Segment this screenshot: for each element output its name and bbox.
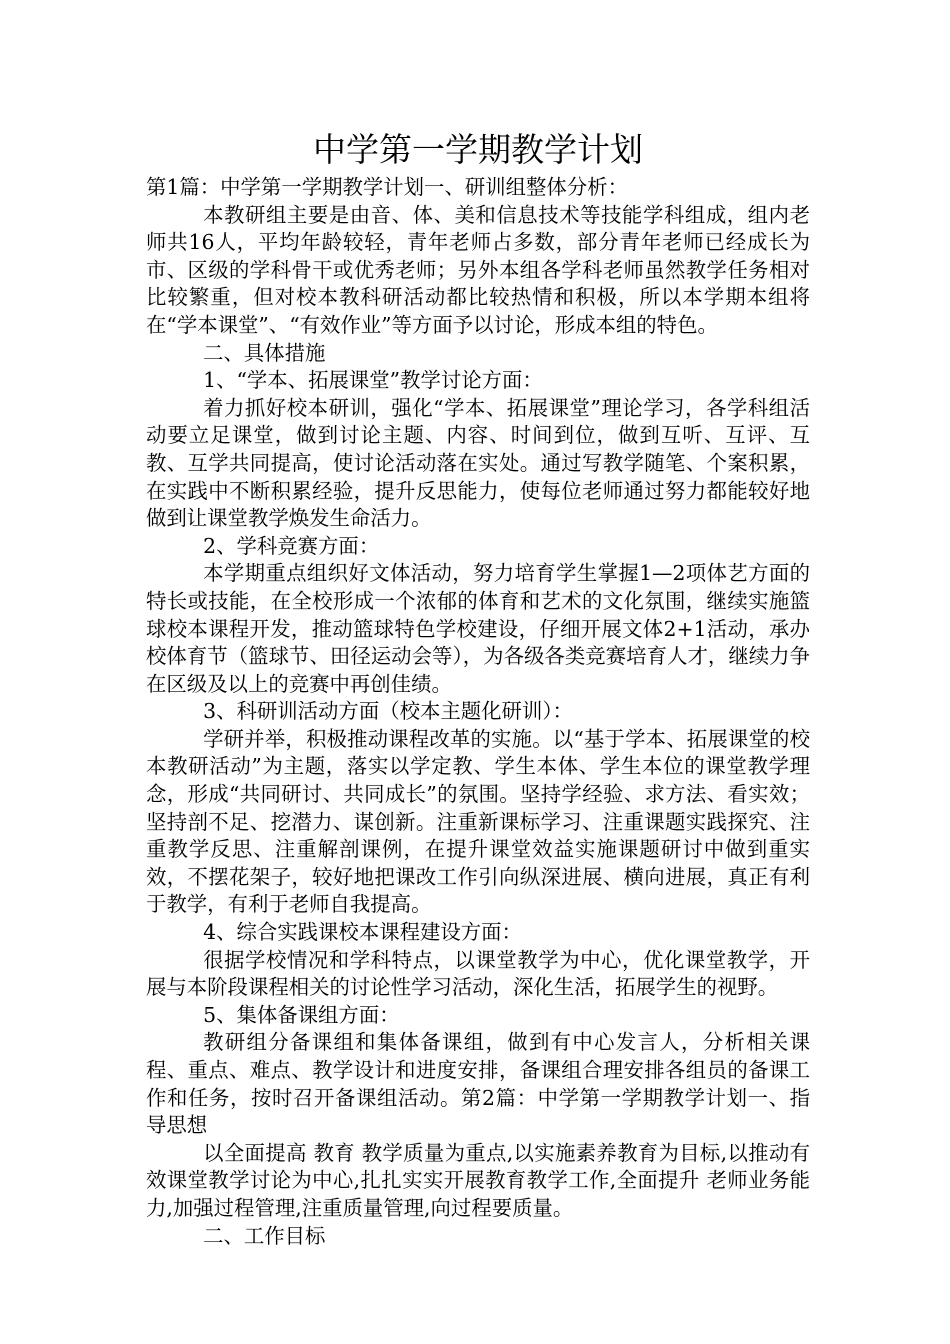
subheading-classroom-research: 1、“学本、拓展课堂”教学讨论方面： — [203, 368, 543, 393]
paragraph-practice-courses: 很据学校情况和学科特点，以课堂教学为中心，优化课堂教学，开展与本阶段课程相关的讨论性学习活动，深化生活，拓展学生的视野。 — [146, 947, 810, 1000]
paragraph-group-analysis: 本教研组主要是由音、体、美和信息技术等技能学科组成，组内老师共16人，平均年龄较轻，青年老师占多数，部分青年老师已经成长为市、区级的学科骨干或优秀老师；另外本组各学科老师虽然教学任务相对比较繁重，但对校本教科研活动都比较热情和积极，所以本学期本组将在“学本课堂”、“有效作业”等方面予以讨论，形成本组的特色。 — [146, 202, 810, 337]
paragraph-container — [146, 174, 810, 1250]
section-heading-goals: 二、工作目标 — [203, 1223, 326, 1248]
document-body — [146, 128, 810, 1250]
section-heading-measures: 二、具体措施 — [203, 340, 326, 365]
document-title: 中学第一学期教学计划 — [313, 130, 643, 169]
paragraph-research-training: 学研并举，积极推动课程改革的实施。以“基于学本、拓展课堂的校本教研活动”为主题，落实以学定教、学生本体、学生本位的课堂教学理念，形成“共同研讨、共同成长”的氛围。坚持学经验、求方法、看实效；坚持剖不足、挖潜力、谋创新。注重新课标学习、注重课题实践探究、注重教学反思、注重解剖课例，在提升课堂效益实施课题研讨中做到重实效，不摆花架子，较好地把课改工作引向纵深进展、横向进展，真正有利于教学，有利于老师自我提高。 — [146, 726, 810, 917]
paragraph-competitions: 本学期重点组织好文体活动，努力培育学生掌握1—2项体艺方面的特长或技能，在全校形成一个浓郁的体育和艺术的文化氛围，继续实施篮球校本课程开发，推动篮球特色学校建设，仔细开展文体2+1活动，承办校体育节（篮球节、田径运动会等），为各级各类竞赛培育人才，继续力争在区级及以上的竞赛中再创佳绩。 — [146, 561, 810, 696]
paragraph-intro: 第1篇：中学第一学期教学计划一、研训组整体分析： — [146, 175, 628, 199]
paragraph-guiding-ideology: 以全面提高 教育 教学质量为重点,以实施素养教育为目标,以推动有效课堂教学讨论为中心,扎扎实实开展教育教学工作,全面提升 老师业务能力,加强过程管理,注重质量管理,向过程要质量。 — [146, 1140, 810, 1220]
subheading-research-training: 3、科研训活动方面（校本主题化研训）： — [203, 699, 573, 724]
paragraph-classroom-research: 着力抓好校本研训，强化“学本、拓展课堂”理论学习，各学科组活动要立足课堂，做到讨论主题、内容、时间到位，做到互听、互评、互教、互学共同提高，使讨论活动落在实处。通过写教学随笔、个案积累，在实践中不断积累经验，提升反思能力，使每位老师通过努力都能较好地做到让课堂教学焕发生命活力。 — [146, 395, 810, 531]
paragraph-lesson-prep: 教研组分备课组和集体备课组，做到有中心发言人，分析相关课程、重点、难点、教学设计和进度安排，备课组合理安排各组员的备课工作和任务，按时召开备课组活动。第2篇：中学第一学期教学计划一、指导思想 — [146, 1030, 810, 1138]
subheading-practice-courses: 4、综合实践课校本课程建设方面： — [203, 920, 522, 945]
subheading-lesson-prep: 5、集体备课组方面： — [203, 1002, 400, 1027]
subheading-competitions: 2、学科竞赛方面： — [203, 533, 380, 558]
